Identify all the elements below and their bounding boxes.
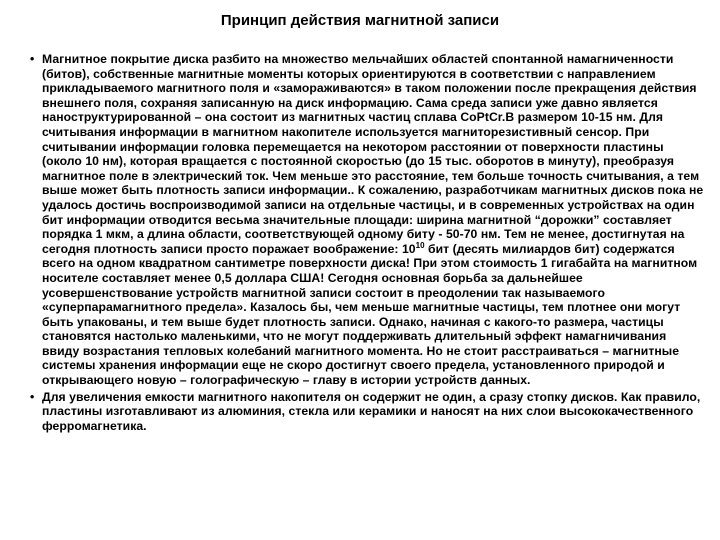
slide-body [30, 52, 706, 433]
paragraph-2-text: Для увеличения емкости магнитного накопителя он содержит не один, а сразу стопку дисков. Как правило, пластины изготавливают из алюминия, стекла или керамики и наносят на них слои высококачественного ферромагнетика. [42, 389, 701, 433]
bullet-paragraph-1 [30, 52, 706, 388]
slide-title: Принцип действия магнитной записи [220, 12, 500, 29]
paragraph-1-text-continued: бит (десять милиардов бит) содержатся всего на одном квадратном сантиметре поверхности диска! При этом стоимость 1 гигабайта на магнитном носителе составляет менее 0,5 доллара США! Сегодня основная борьба за дальнейшее усовершенствование устройств магнитной записи состоит в преодолении так называемого «суперпарамагнитного предела». Казалось бы, чем меньше магнитные частицы, тем плотнее они могут быть упакованы, и тем выше будет плотность записи. Однако, начиная с какого-то размера, частицы становятся настолько маленькими, что не могут поддерживать длительный эффект намагничивания ввиду возрастания тепловых колебаний магнитного момента. Но не стоит расстраиваться – магнитные системы хранения информации еще не скоро достигнут своего предела, установленного природой и открывающего новую – голографическую – главу в истории устройств данных. [42, 241, 698, 388]
bullet-paragraph-2 [30, 390, 706, 434]
exponent: 10 [415, 240, 425, 250]
paragraph-1-text: Магнитное покрытие диска разбито на множество мельчайших областей спонтанной намагниченности (битов), собственные магнитные моменты которых ориентируются в соответствии с направлением прикладываемого магнитного поля и «замораживаются» в таком положении после прекращения действия внешнего поля, сохраняя записанную на диск информацию. Сама среда записи уже давно является наноструктурированной – она состоит из магнитных частиц сплава CoPtCr.B размером 10-15 нм. Для считывания информации в магнитном накопителе используется магниторезистивный сенсор. При считывании информации головка перемещается на некотором расстоянии от поверхности пластины (около 10 нм), которая вращается с постоянной скоростью (до 15 тыс. оборотов в минуту), преобразуя магнитное поле в электрический ток. Чем меньше это расстояние, тем больше точность считывания, а тем выше может быть плотность записи информации.. К сожалению, разработчикам магнитных дисков пока не удалось достичь воспроизводимой записи на отдельные частицы, и в современных устройствах на один бит информации отводится весьма значительные площади: ширина магнитной “дорожки” составляет порядка 1 мкм, а длина области, соответствующей одному биту - 50-70 нм. Тем не менее, достигнутая на сегодня плотность записи просто поражает воображение: 10 [42, 52, 704, 256]
bullet-icon: • [30, 389, 35, 404]
bullet-icon: • [30, 52, 35, 66]
